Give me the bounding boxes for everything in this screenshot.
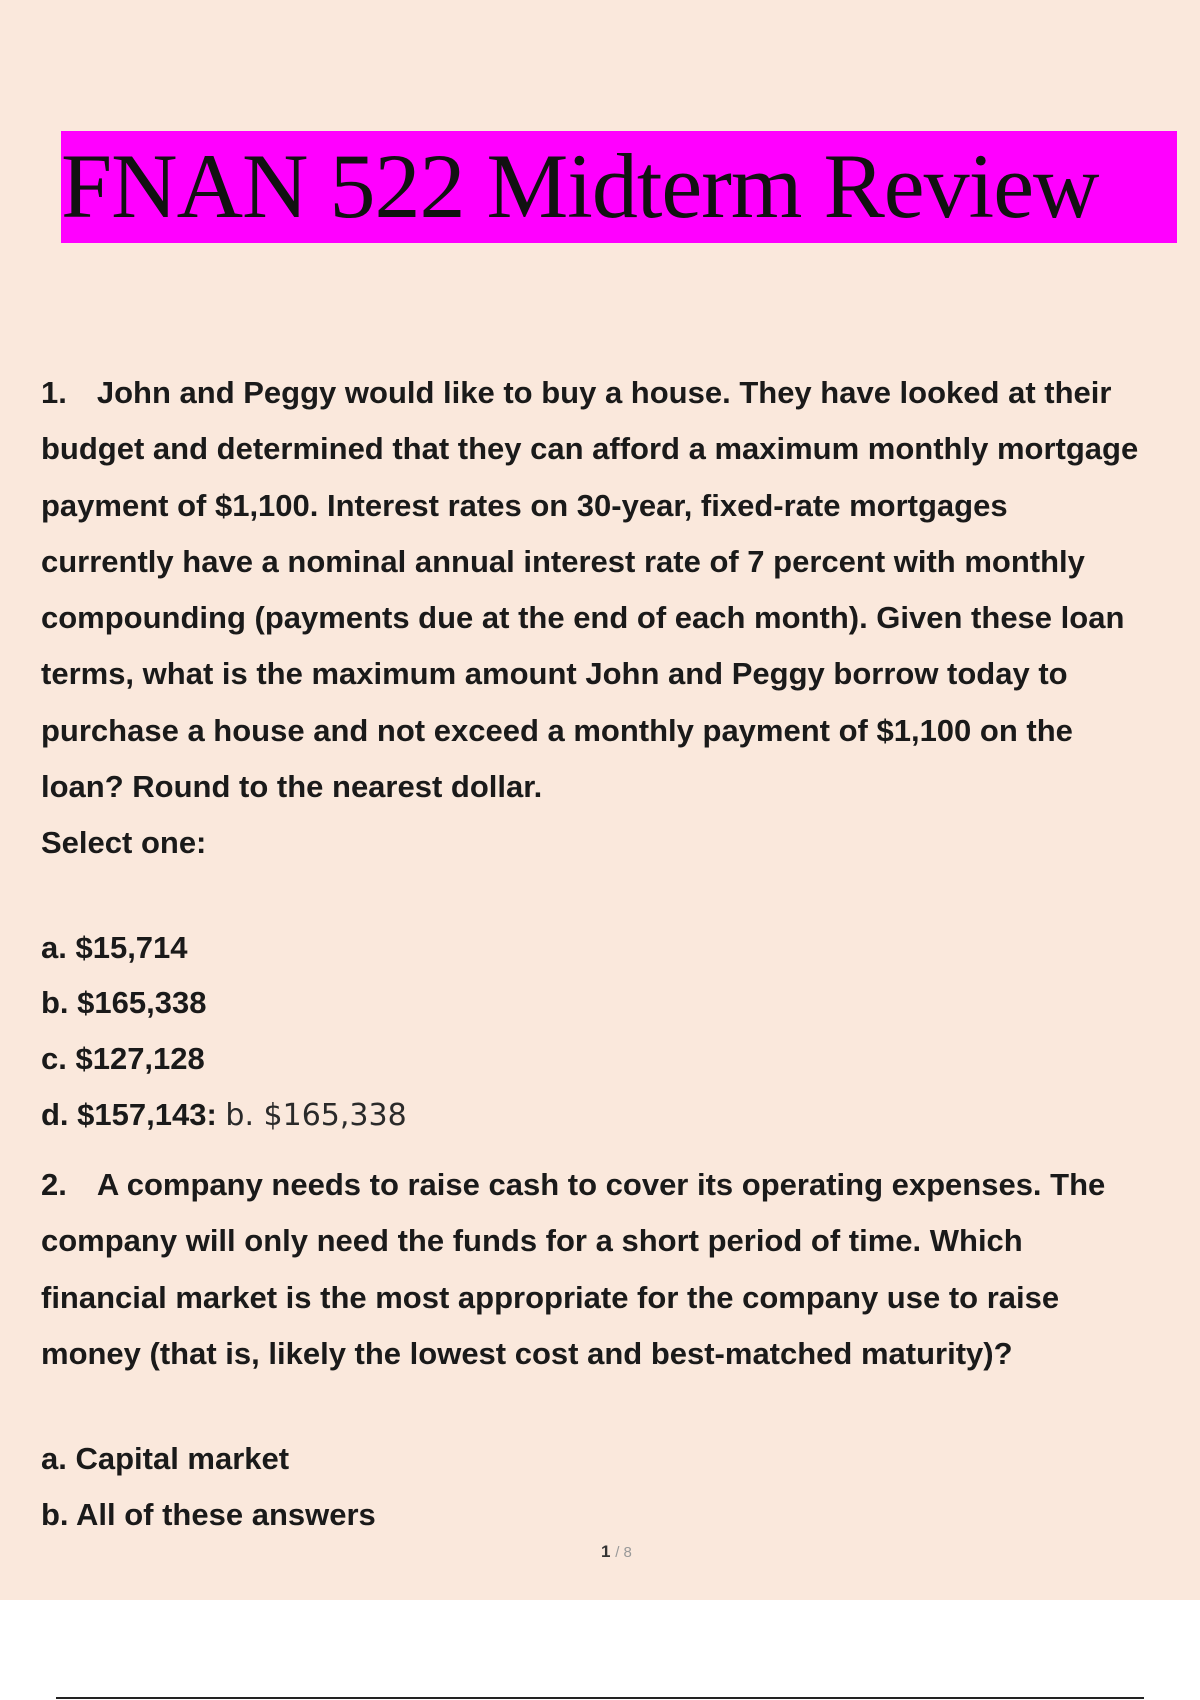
question-number: 2. bbox=[41, 1167, 67, 1202]
page-title: FNAN 522 Midterm Review bbox=[61, 135, 1099, 237]
question-line: terms, what is the maximum amount John and Peggy borrow today to bbox=[41, 656, 1068, 692]
question-line: 1. John and Peggy would like to buy a house. They have looked at their bbox=[41, 375, 1112, 410]
question-line: payment of $1,100. Interest rates on 30-year, fixed-rate mortgages bbox=[41, 487, 1008, 523]
question-1 bbox=[41, 365, 1191, 872]
next-page-rule bbox=[56, 1697, 1144, 1699]
page-total: / 8 bbox=[615, 1544, 632, 1561]
question-line: budget and determined that they can afford a maximum monthly mortgage bbox=[41, 431, 1139, 467]
question-number: 1. bbox=[41, 375, 67, 410]
option-1c: c. $127,128 bbox=[41, 1041, 205, 1076]
page-indicator bbox=[601, 1542, 632, 1562]
option-1b: b. $165,338 bbox=[41, 985, 207, 1020]
question-line: money (that is, likely the lowest cost and best-matched maturity)? bbox=[41, 1335, 1013, 1371]
question-line: company will only need the funds for a short period of time. Which bbox=[41, 1223, 1023, 1259]
question-line: Select one: bbox=[41, 825, 207, 861]
option-2a: a. Capital market bbox=[41, 1441, 290, 1476]
option-1a: a. $15,714 bbox=[41, 930, 188, 965]
question-line: currently have a nominal annual interest rate of 7 percent with monthly bbox=[41, 543, 1085, 579]
option-2b: b. All of these answers bbox=[41, 1497, 376, 1532]
question-line: 2. A company needs to raise cash to cover its operating expenses. The bbox=[41, 1167, 1106, 1202]
page-current: 1 bbox=[601, 1542, 611, 1561]
question-2 bbox=[41, 1157, 1191, 1382]
answer-key: b. $165,338 bbox=[225, 1098, 407, 1133]
question-line: financial market is the most appropriate for the company use to raise bbox=[41, 1279, 1060, 1315]
question-line: purchase a house and not exceed a monthly payment of $1,100 on the bbox=[41, 712, 1073, 748]
option-1d bbox=[41, 1097, 407, 1133]
option-1d-label: d. $157,143: bbox=[41, 1097, 217, 1132]
question-line: compounding (payments due at the end of each month). Given these loan bbox=[41, 600, 1125, 636]
question-line: loan? Round to the nearest dollar. bbox=[41, 769, 543, 805]
